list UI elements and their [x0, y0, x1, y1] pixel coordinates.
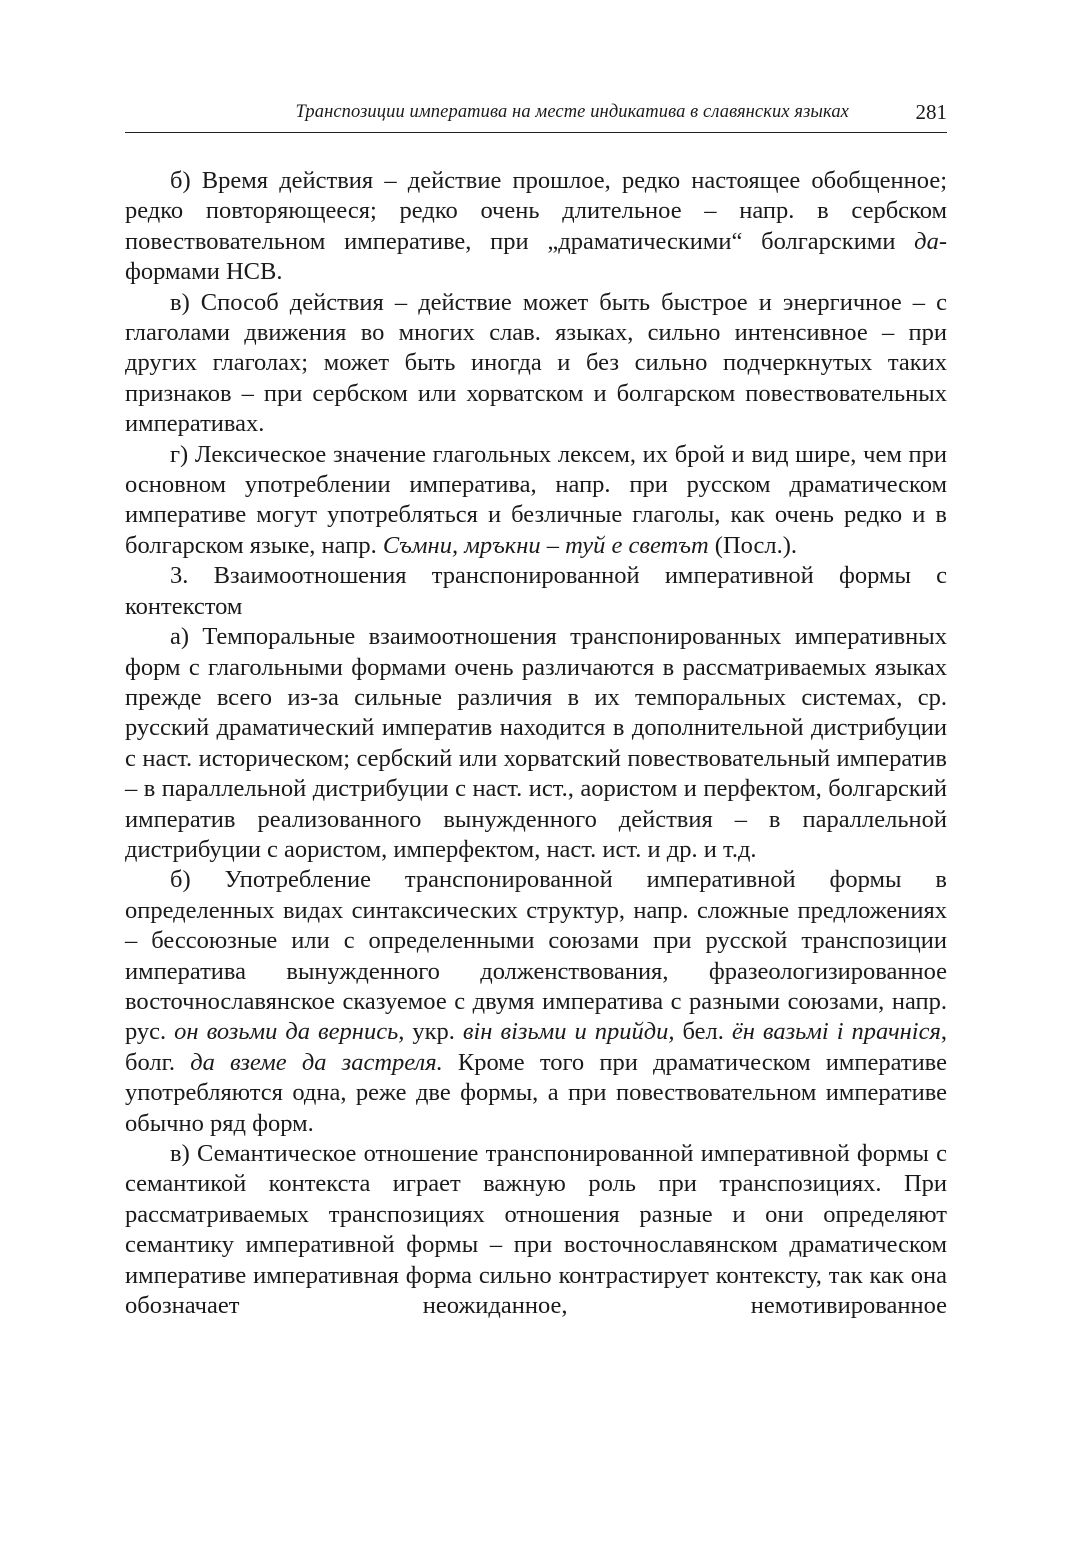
- italic-example: він візьми и прийди,: [462, 1018, 675, 1046]
- text-run: укр.: [404, 1018, 463, 1046]
- italic-example: ён вазьмі і прачніся: [731, 1018, 941, 1046]
- paragraph-time-of-action: [125, 166, 947, 288]
- text-run: в) Семантическое отношение транспонированной императивной формы с семантикой контекста играет важную роль при транспозициях. При рассматриваемых транспозициях отношения разные и они определяют семантику императивной формы – при восточнославянском драматическом императиве императивная форма сильно контрастирует контексту, так как она обозначает неожиданное, немотивированное: [125, 1140, 947, 1320]
- italic-example: он возьми да вернись,: [174, 1018, 405, 1046]
- italic-example: Съмни, мръкни – туй е светът: [382, 531, 709, 559]
- body-text: [125, 166, 947, 1321]
- text-run: , болг.: [125, 1018, 947, 1076]
- paragraph-semantic-relation: [125, 1139, 947, 1321]
- page-number: 281: [915, 100, 947, 124]
- running-title: Транспозиции императива на месте индикатива в славянских языках: [295, 102, 849, 122]
- text-run: в) Способ действия – действие может быть быстрое и энергичное – с глаголами движения во многих слав. языках, сильно интенсивное – при других глаголах; может быть иногда и без сильно подчеркнутых таких признаков – при сербском или хорватском и болгарском повествовательных императивах.: [125, 288, 947, 438]
- italic-example: да вземе да застреля.: [190, 1048, 443, 1076]
- text-run: Кроме того при драматическом императиве употребляются одна, реже две формы, а при повествовательном императиве обычно ряд форм.: [125, 1048, 947, 1137]
- paragraph-lexical-meaning: [125, 440, 947, 562]
- paragraph-temporal-relations: [125, 622, 947, 865]
- text-run: 3. Взаимоотношения транспонированной императивной формы с контекстом: [125, 562, 947, 620]
- text-run: б) Употребление транспонированной императивной формы в определенных видах синтаксических структур, напр. сложные предложениях – бессоюзные или с определенными союзами при русской транспозиции императива вынужденного долженствования, фразеологизированное восточнославянское сказуемое с двумя императива с разными союзами, напр. рус.: [125, 866, 947, 1046]
- text-run: (Посл.).: [708, 531, 798, 559]
- paragraph-syntactic-structures: [125, 865, 947, 1139]
- text-run: -формами НСВ.: [125, 227, 947, 286]
- text-run: а) Темпоральные взаимоотношения транспонированных императивных форм с глагольными формами очень различаются в рассматриваемых языках прежде всего из-за сильные различия в их темпоральных системах, ср. русский драматический императив находится в дополнительной дистрибуции с наст. историческом; сербский или хорватский повествовательный императив – в параллельной дистрибуции с наст. ист., аористом и перфектом, болгарский императив реализованного вынужденного действия – в параллельной дистрибуции с аористом, имперфектом, наст. ист. и др. и т.д.: [125, 623, 947, 863]
- text-run: г) Лексическое значение глагольных лексем, их брой и вид шире, чем при основном употреблении императива, напр. при русском драматическом императиве могут употребляться и безличные глаголы, как очень редко и в болгарском языке, напр.: [125, 440, 947, 559]
- italic-example: да: [914, 227, 939, 255]
- paragraph-manner-of-action: [125, 288, 947, 440]
- text-run: бел.: [674, 1018, 732, 1046]
- section-heading-context-relations: [125, 561, 947, 622]
- text-run: б) Время действия – действие прошлое, редко настоящее обобщенное; редко повторяющееся; редко очень длительное – напр. в сербском повествовательном императиве, при „драматическими“ болгарскими: [125, 167, 947, 255]
- running-head: [125, 100, 947, 133]
